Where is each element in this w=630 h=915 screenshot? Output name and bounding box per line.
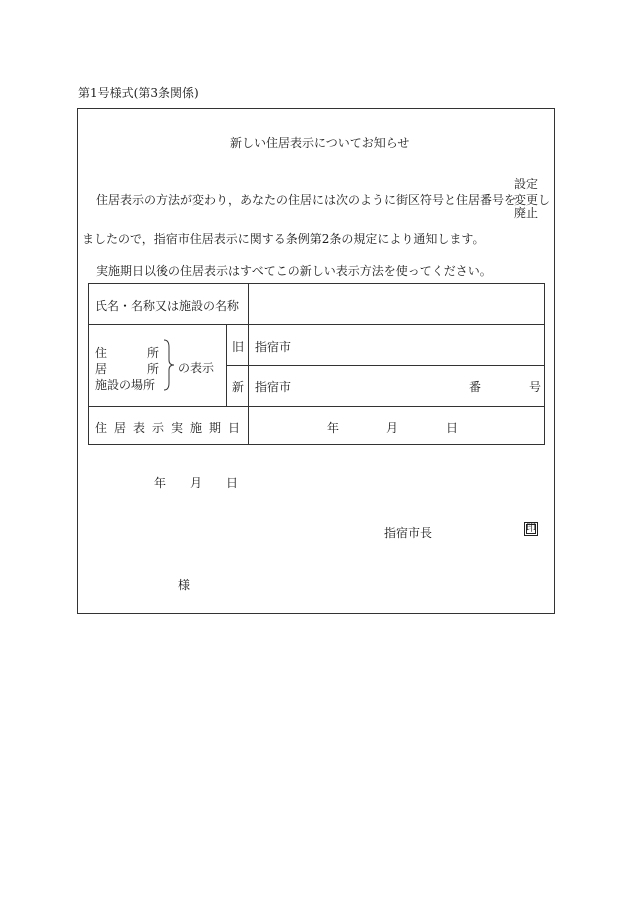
- go-label: 号: [529, 380, 542, 394]
- date-row-label-2: 居: [114, 421, 127, 435]
- date-day: 日: [226, 476, 239, 490]
- date-row-label-8: 日: [228, 421, 241, 435]
- date-row-label-6: 施: [190, 421, 203, 435]
- date-row-label-1: 住: [95, 421, 108, 435]
- label-jusho-1: 住: [95, 346, 108, 360]
- paragraph-2: 実施期日以後の住居表示はすべてこの新しい表示方法を使ってください。: [96, 264, 492, 278]
- date-row-year: 年: [327, 421, 340, 435]
- date-year: 年: [154, 476, 167, 490]
- mayor-label: 指宿市長: [384, 526, 433, 540]
- notice-title: 新しい住居表示についてお知らせ: [230, 136, 410, 150]
- new-label: 新: [232, 380, 245, 394]
- paragraph-1-part-2: ましたので，指宿市住居表示に関する条例第2条の規定により通知します。: [82, 232, 485, 246]
- seal-icon: 印: [526, 523, 536, 534]
- date-row-month: 月: [386, 421, 399, 435]
- date-row-label-5: 実: [171, 421, 184, 435]
- ban-label: 番: [469, 380, 482, 394]
- addressee-suffix: 様: [178, 578, 191, 592]
- date-row-label-4: 示: [152, 421, 165, 435]
- old-label: 旧: [232, 340, 245, 354]
- option-change: 変更し: [514, 193, 551, 207]
- label-facility-location: 施設の場所: [95, 378, 156, 392]
- date-row-label-3: 表: [133, 421, 146, 435]
- new-value: 指宿市: [255, 380, 292, 394]
- date-row-day: 日: [446, 421, 459, 435]
- option-set: 設定: [514, 177, 539, 191]
- label-kyosho-1: 居: [95, 362, 108, 376]
- name-label: 氏名・名称又は施設の名称: [95, 299, 240, 313]
- date-month: 月: [190, 476, 203, 490]
- option-abolish: 廃止: [514, 206, 539, 220]
- right-brace-icon: [163, 339, 175, 391]
- date-row-label-7: 期: [209, 421, 222, 435]
- display-suffix: の表示: [178, 361, 215, 375]
- label-jusho-2: 所: [147, 346, 160, 360]
- label-kyosho-2: 所: [147, 362, 160, 376]
- old-value: 指宿市: [255, 340, 292, 354]
- form-label: 第1号様式(第3条関係): [78, 86, 199, 100]
- address-table: [88, 283, 545, 445]
- paragraph-1-part-1: 住居表示の方法が変わり，あなたの住居には次のように街区符号と住居番号を: [96, 193, 517, 207]
